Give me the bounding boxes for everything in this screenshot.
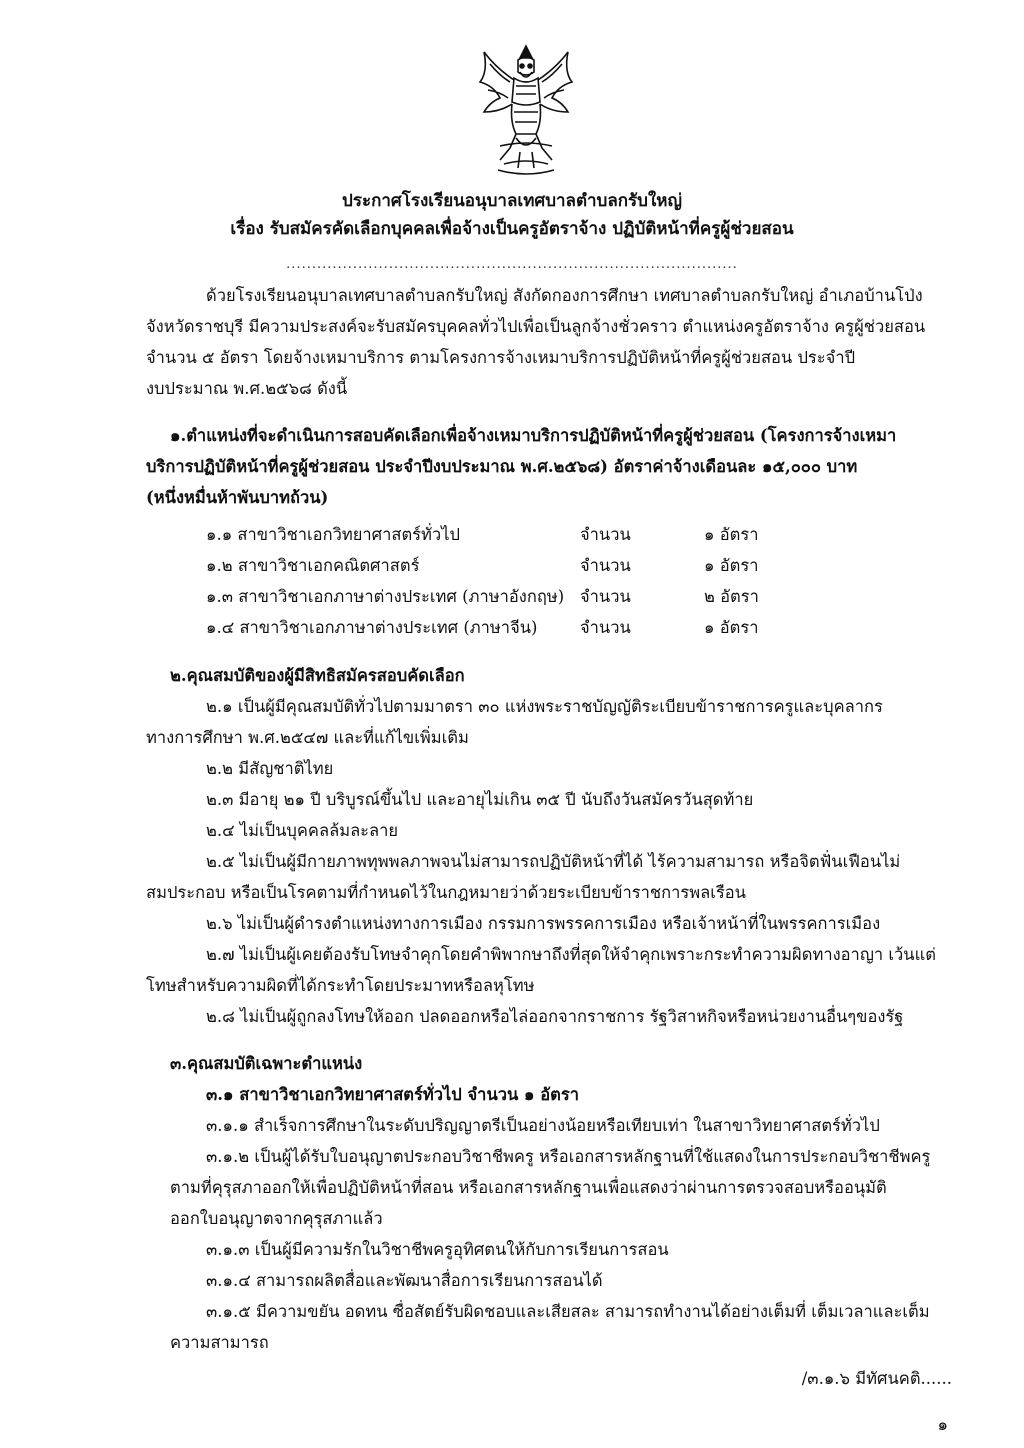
section3-line: ตามที่คุรุสภาออกให้เพื่อปฏิบัติหน้าที่สอน หรือเอกสารหลักฐานเพื่อแสดงว่าผ่านการตรวจสอบหรืออนุมัติ xyxy=(170,1178,887,1197)
position-row xyxy=(206,524,806,546)
section2-line: ๒.๓ มีอายุ ๒๑ ปี บริบูรณ์ขึ้นไป และอายุไม่เกิน ๓๕ ปี นับถึงวันสมัครวันสุดท้าย xyxy=(206,790,754,809)
intro-line-4: งบประมาณ พ.ศ.๒๕๖๘ ดังนี้ xyxy=(146,379,348,398)
position-count-label: จำนวน xyxy=(580,618,631,637)
section3-line: ๓.๑.๓ เป็นผู้มีความรักในวิชาชีพครูอุทิศตนให้กับการเรียนการสอน xyxy=(206,1240,669,1259)
section1-line-3: (หนึ่งหมื่นห้าพันบาทถ้วน) xyxy=(146,488,329,507)
section3-line: ๓.๑.๔ สามารถผลิตสื่อและพัฒนาสื่อการเรียนการสอนได้ xyxy=(206,1271,603,1290)
section2-line: ๒.๒ มีสัญชาติไทย xyxy=(206,759,334,778)
title-separator: ........................................................................................ xyxy=(286,257,738,272)
position-name: ๑.๔ สาขาวิชาเอกภาษาต่างประเทศ (ภาษาจีน) xyxy=(206,618,538,637)
section3-subheading: ๓.๑ สาขาวิชาเอกวิทยาศาสตร์ทั่วไป จำนวน ๑ อัตรา xyxy=(206,1085,579,1104)
section3-line: ๓.๑.๑ สำเร็จการศึกษาในระดับปริญญาตรีเป็นอย่างน้อยหรือเทียบเท่า ในสาขาวิทยาศาสตร์ทั่วไป xyxy=(206,1116,880,1135)
position-row xyxy=(206,586,806,608)
position-count: ๑ อัตรา xyxy=(704,618,759,637)
section2-line: ๒.๗ ไม่เป็นผู้เคยต้องรับโทษจำคุกโดยคำพิพากษาถึงที่สุดให้จำคุกเพราะกระทำความผิดทางอาญา เว้นแต่ xyxy=(206,945,936,964)
section3-line: ๓.๑.๕ มีความขยัน อดทน ซื่อสัตย์รับผิดชอบและเสียสละ สามารถทำงานได้อย่างเต็มที่ เต็มเวลาและเต็ม xyxy=(206,1302,930,1321)
announcement-title: ประกาศโรงเรียนอนุบาลเทศบาลตำบลกรับใหญ่ xyxy=(342,191,682,211)
continuation-reference: /๓.๑.๖ มีทัศนคติ...... xyxy=(801,1369,952,1388)
announcement-subject: เรื่อง รับสมัครคัดเลือกบุคคลเพื่อจ้างเป็นครูอัตราจ้าง ปฏิบัติหน้าที่ครูผู้ช่วยสอน xyxy=(230,219,794,239)
position-row xyxy=(206,555,806,577)
section3-heading: ๓.คุณสมบัติเฉพาะตำแหน่ง xyxy=(170,1054,363,1073)
intro-line-2: จังหวัดราชบุรี มีความประสงค์จะรับสมัครบุคคลทั่วไปเพื่อเป็นลูกจ้างชั่วคราว ตำแหน่งครูอัตราจ้าง ครูผู้ช่วยสอน xyxy=(146,317,926,336)
intro-line-1: ด้วยโรงเรียนอนุบาลเทศบาลตำบลกรับใหญ่ สังกัดกองการศึกษา เทศบาลตำบลกรับใหญ่ อำเภอบ้านโป่ง xyxy=(206,286,923,305)
section2-line: ๒.๘ ไม่เป็นผู้ถูกลงโทษให้ออก ปลดออกหรือไล่ออกจากราชการ รัฐวิสาหกิจหรือหน่วยงานอื่นๆของรัฐ xyxy=(206,1007,904,1026)
section3-line: ออกใบอนุญาตจากคุรุสภาแล้ว xyxy=(170,1209,383,1228)
section2-line: ๒.๑ เป็นผู้มีคุณสมบัติทั่วไปตามมาตรา ๓๐ แห่งพระราชบัญญัติระเบียบข้าราชการครูและบุคลากร xyxy=(206,697,883,716)
section1-line-1: ๑.ตำแหน่งที่จะดำเนินการสอบคัดเลือกเพื่อจ้างเหมาบริการปฏิบัติหน้าที่ครูผู้ช่วยสอน (โครงการจ้างเหมา xyxy=(170,426,897,445)
garuda-emblem-icon xyxy=(470,42,582,182)
position-name: ๑.๓ สาขาวิชาเอกภาษาต่างประเทศ (ภาษาอังกฤษ) xyxy=(206,587,565,606)
position-count-label: จำนวน xyxy=(580,587,631,606)
position-row xyxy=(206,617,806,639)
position-name: ๑.๑ สาขาวิชาเอกวิทยาศาสตร์ทั่วไป xyxy=(206,525,460,544)
section3-line: ความสามารถ xyxy=(170,1333,269,1352)
section2-line: ๒.๔ ไม่เป็นบุคคลล้มละลาย xyxy=(206,821,399,840)
intro-line-3: จำนวน ๕ อัตรา โดยจ้างเหมาบริการ ตามโครงการจ้างเหมาบริการปฏิบัติหน้าที่ครูผู้ช่วยสอน ประจำปี xyxy=(146,348,856,367)
section2-heading: ๒.คุณสมบัติของผู้มีสิทธิสมัครสอบคัดเลือก xyxy=(170,666,465,685)
section3-line: ๓.๑.๒ เป็นผู้ได้รับใบอนุญาตประกอบวิชาชีพครู หรือเอกสารหลักฐานที่ใช้แสดงในการประกอบวิชาชีพครู xyxy=(206,1147,931,1166)
position-count: ๑ อัตรา xyxy=(704,525,759,544)
section2-line: ทางการศึกษา พ.ศ.๒๕๔๗ และที่แก้ไขเพิ่มเติม xyxy=(146,728,469,747)
position-count-label: จำนวน xyxy=(580,556,631,575)
section2-line: โทษสำหรับความผิดที่ได้กระทำโดยประมาทหรือลหุโทษ xyxy=(146,976,535,995)
position-count: ๑ อัตรา xyxy=(704,556,759,575)
section2-line: ๒.๕ ไม่เป็นผู้มีกายภาพทุพพลภาพจนไม่สามารถปฏิบัติหน้าที่ได้ ไร้ความสามารถ หรือจิตฟั่นเฟือนไม่ xyxy=(206,852,901,871)
section2-line: ๒.๖ ไม่เป็นผู้ดำรงตำแหน่งทางการเมือง กรรมการพรรคการเมือง หรือเจ้าหน้าที่ในพรรคการเมือง xyxy=(206,914,881,933)
section1-line-2: บริการปฏิบัติหน้าที่ครูผู้ช่วยสอน ประจำปีงบประมาณ พ.ศ.๒๕๖๘) อัตราค่าจ้างเดือนละ ๑๕,๐๐๐ บาท xyxy=(146,457,858,476)
position-count: ๒ อัตรา xyxy=(704,587,759,606)
position-name: ๑.๒ สาขาวิชาเอกคณิตศาสตร์ xyxy=(206,556,420,575)
section2-line: สมประกอบ หรือเป็นโรคตามที่กำหนดไว้ในกฎหมายว่าด้วยระเบียบข้าราชการพลเรือน xyxy=(146,883,746,902)
position-count-label: จำนวน xyxy=(580,525,631,544)
page-number: ๑ xyxy=(937,1415,948,1434)
